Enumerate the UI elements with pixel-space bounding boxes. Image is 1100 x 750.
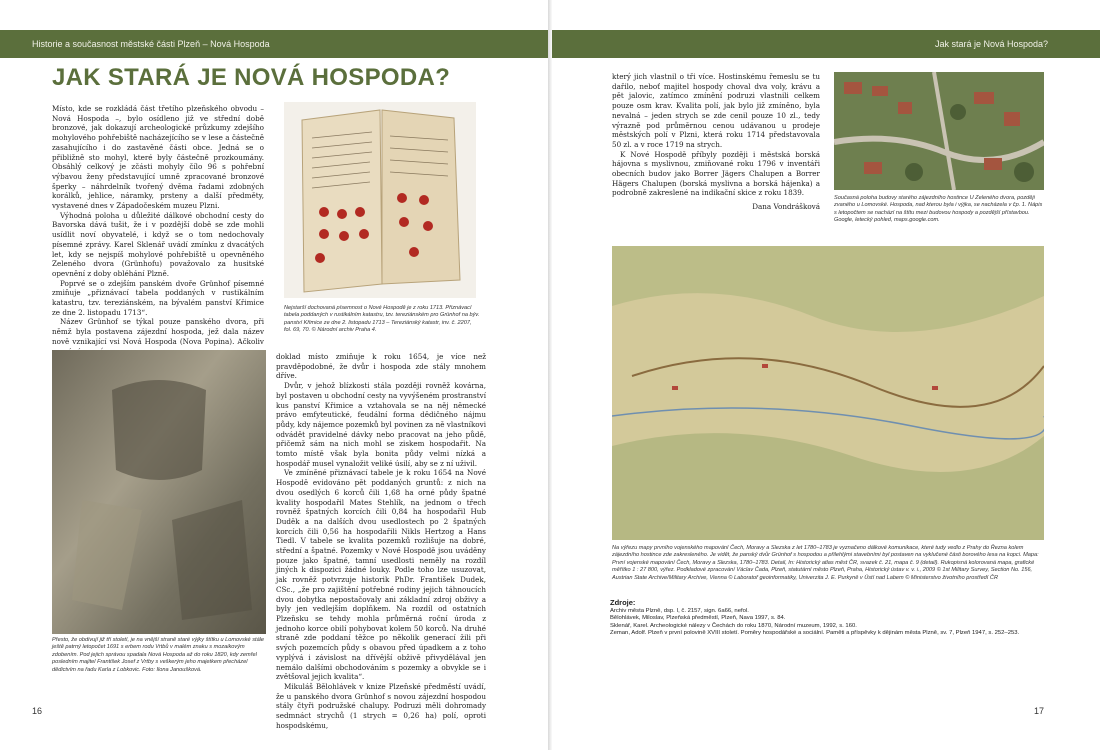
paragraph: Poprvé se o zdejším panském dvoře Grünhof písemné zmiňuje „přiznávací tabela poddaných v rustikálním katastru, tzv. tereziánském, na bývalém panství Křimice ze dne 2. listopadu 1713“. — [52, 278, 264, 317]
page-number-left: 16 — [32, 706, 43, 716]
running-header-right: Jak stará je Nová Hospoda? — [552, 30, 1100, 58]
aerial-illustration — [834, 72, 1044, 190]
sources-block — [610, 599, 1050, 638]
wall-inscription-photo — [52, 350, 266, 634]
paragraph: Výhodná poloha u důležité dálkové obchodní cesty do Bavorska dává tušit, že i v pozdější době se zde mohli usídlit noví obyvatelé, i když se o tom nedochovaly písemné zprávy. Karel Sklenář uvádí zmínku z dvacátých let, kdy se nejspíš mohylové pohřebiště u opevněného Zeleného dvora (Grünhofu) považovalo za husitské opevnění z doby obléhání Plzně. — [52, 210, 264, 278]
caption-wall: Přesto, že obdivují již tři století, je na vnější straně staré výjky štítku u Lomovské stále ještě patrný letopočet 1691 s erbem rodu Vrtbů v malém znaku s mozaikovým zdobením. Pod jejich správou spadala Nová Hospoda až do roku 1820, kdy zemřel posledním majitel František Josef z Vrtby s veškerým jeho majetkem přecházel dědictvím na řadu Karla z Lobkovic. Foto: Ilona Janoušková. — [52, 637, 265, 673]
running-header-left: Historie a současnost městské části Plzeň – Nová Hospoda — [0, 30, 548, 58]
document-illustration — [284, 102, 476, 298]
paragraph: Mikuláš Bělohlávek v knize Plzeňské předměstí uvádí, že u panského dvora Grünhof s novou zájezdní hospodou stály čtyři podružské chalupy. Podruzi měli dohromady sedmnáct strychů (1 strych = 0,26 ha) polí, oproti hospodskému, — [276, 681, 486, 730]
map-illustration — [612, 246, 1044, 540]
page-gutter — [548, 0, 552, 750]
wall-illustration — [52, 350, 266, 634]
aerial-photo — [834, 72, 1044, 190]
paragraph: K Nové Hospodě příbyly později i městská borská hájovna s myslivnou, zmiňované roku 1796 v inventáři obecních budov jako Borrer Jägers Chalupen a Borrer Hägers Chalupen (borská myslivna a borská hájenka) a podrobně zakreslené na indikační skice z roku 1839. — [612, 149, 820, 198]
historic-document-photo — [284, 102, 476, 298]
historic-military-map — [612, 246, 1044, 540]
paragraph: doklad místo zmiňuje k roku 1654, je více než pravděpodobné, že dvůr i hospoda zde stály mnohem dříve. — [276, 352, 486, 381]
source-item: Zeman, Adolf. Plzeň v první polovině XVIII století. Poměry hospodářské a sociální. Paměti a příspěvky k dějinám města Plzně, sv. 7, Plzeň 1947, s. 252–253. — [610, 630, 1020, 637]
article-title: JAK STARÁ JE NOVÁ HOSPODA? — [52, 64, 451, 91]
sources-heading: Zdroje: — [610, 598, 636, 607]
paragraph: Dvůr, v jehož blízkosti stála později rovněž kovárna, byl postaven u obchodní cesty na vyvýšeném prostranství kus panství Křimice a vztahovala se na něj německé právo emfyteutické, feudální forma dědičného nájmu půdy, kdy nájemce pozemků byl povinen za ně vlastníkovi odvádět pravidelné dávky nebo pracovat na jeho půdě, přičemž sám na nich mohl se ziskem hospodařit. Na tomto místě však byla bonita půdy velmi nízká a hospodář musel vynaložit veliké úsilí, aby se z ní uživil. — [276, 381, 486, 468]
text-column-2 — [276, 352, 486, 730]
text-column-1 — [52, 104, 264, 356]
page-number-right: 17 — [1033, 706, 1044, 716]
caption-aerial: Současná poloha budovy starého zájezdního hostince U Zeleného dvora, později zvaného u Lomovské. Hospoda, nad kterou byla i výjka, se nacházela v čp. 1. Nápis s letopočtem se nachází na štítu mezi budovou hospody a pozdější přístavbou. Google, letecký pohled, maps.google.com. — [834, 195, 1043, 224]
paragraph: který jich vlastnil o tři více. Hostinskému řemeslu se tu dařilo, neboť majitel hospody choval dva voly, krávu a pět jalovic, zatímco zmínění podruzi vlastnili celkem pouze osm krav. Kvalita polí, jak bylo již zmíněno, byla nevalná – jeden strych se zde cenil pouze 10 zl., tedy výrazně pod průměrnou cenou udávanou u prodeje městských polí v Plzni, která roku 1714 představovala 50 zl. a v roce 1719 na strych. — [612, 72, 820, 149]
text-column-3 — [612, 72, 820, 212]
paragraph: Místo, kde se rozkládá část třetího plzeňského obvodu – Nová Hospoda –, bylo osídleno již ve střední době bronzové, jak dokazují archeologické průzkumy zdejšího mohylového pohřebiště nacházejícího se v lese a částečně zasahujícího i do zastavěné části obce. Jedná se o přibližně sto mohyl, které byly částečně prozkoumány. Obsáhlý celkový je zčásti mohyly čílo 96 s pohřební výbavou ženy představující umně zpracované bronzové šperky – náhrdelník tvořený dvěma řadami zdobných korálků, jehlice, náramky, prsteny a další předměty, vystavené dnes v Západočeském muzeu Plzni. — [52, 104, 264, 211]
source-item: Sklenář, Karel. Archeologické nálezy v Čechách do roku 1870, Národní muzeum, 1992, s. 160. — [610, 622, 857, 629]
author-signature: Dana Vondrášková — [752, 202, 820, 212]
caption-map: Na výřezu mapy prvního vojenského mapování Čech, Moravy a Slezska z let 1780–1783 je vyznačeno dálkové komunikace, které tudy vedlo z Prahy do Řezna kolem zájezdního hostince zde zakresleného. Je vidět, že panský dvůr Grünhof s hospodou a přilehlými stavebními byl postaven na vyklučené části borového lesa na kopci. Mapa: První vojenské mapování Čech, Moravy a Slezska, 1780–1783. Detail, In: Historický atlas měst ČR, svazek č. 21, mapa č. 9 (detail). Rukopisná kolorovaná mapa, grafické měřítko 1 : 27 800, výřez. Podkladové zpracování Václav Čada, Plzeň, statutární město Plzeň, Praha, Historický ústav v. v. i., 2009 © 1st Military Survey, Section No. 156, Austrian State Archive/Military Archive, Vienna © Laboratoř geoinformatiky, Univerzita J. E. Purkyně v Ústí nad Labem © Ministerstvo životního prostředí ČR — [612, 545, 1039, 581]
paragraph: Ve zmíněné přiznávací tabele je k roku 1654 na Nové Hospodě evidováno pět poddaných gruntů: z nich na dvou osedlých 6 korců čili 1,68 ha orné půdy špatné kvality hospodařil Mates Stehlík, na jednom o třech rovněž špatných korcích čili 0,84 ha hospodařil Hub Duděk a na dalších dvou usedlostech po 2 špatných korcích čili 0,56 ha hospodařili Nikls Hertzog a Hans Tiedl. V tabele se kvalita pozemků rozlišuje na dobré, střední a špatné. Pozemky v Nové Hospodě jsou uváděny pouze jako špatné, tamní usedlosti neměly na rozdíl jiných k dispozici žádné louky. Podle toho lze usuzovat, jak rovněž potvrzuje historik PhDr. František Dudek, CSc., „že pro zajištění potřebné rodiny jejich táhnoucích dvou dobytka nepostačovaly ani základní zdroj obživy a byly jen vedlejším doplňkem. Na rozdíl od ostatních Plzeňsku se tehdy mohla průměrná roční úroda z jednoho korce obilí pohybovat kolem 50 korců. Na druhé straně zde poddaní těžce po několik generací žili při svých pozemcích půdy s obavou před úpadkem a z toho vyplývá i závislost na dřívější obživě přivydělával jen nemálo dalšími obchodováním s pozemky a obvykle se i zvětšoval jejich kvalita“. — [276, 468, 486, 682]
source-item: Archiv města Plzně, dsp. I, č. 2157, sign. 6a66, nefol. — [610, 607, 749, 614]
caption-document: Nejstarší dochovaná písemnost o Nové Hospodě je z roku 1713. Přiznávací tabela poddaných v rustikálním katastru, tzv. tereziánském pro Grünhof na býv. panství Křimice ze dne 2. listopadu 1713 – Tereziánský katastr, inv. č. 2207, fol. 69, 70. © Národní archiv Praha 4. — [284, 305, 480, 334]
source-item: Bělohlávek, Miloslav, Plzeňská předměstí, Plzeň, Nava 1997, s. 84. — [610, 615, 786, 622]
paragraph: Název Grünhof se týkal pouze panského dvora, při němž byla postavena zájezdní hospoda, jež dala název nově vznikající vsi Nová Hospoda (Nova Popina). Ačkoliv — [52, 317, 264, 346]
